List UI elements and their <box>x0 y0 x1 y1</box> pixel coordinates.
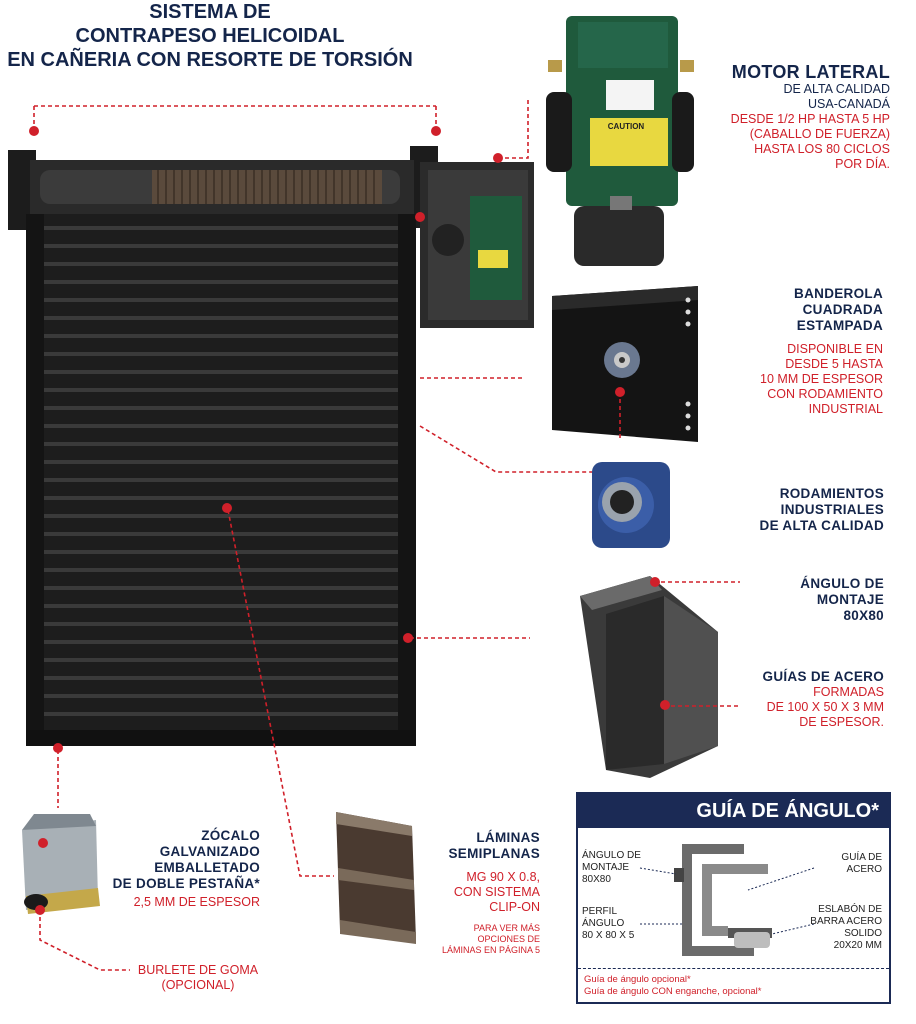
shutter-slat <box>44 406 398 410</box>
shutter-slat <box>44 226 398 230</box>
guia-angulo-panel <box>576 792 891 1004</box>
label-eslabon <box>800 904 882 952</box>
laminas-photo <box>336 812 416 944</box>
marker-dot <box>403 633 413 643</box>
label-guia-1: GUÍA DE <box>841 852 882 863</box>
motor-leader <box>498 100 528 158</box>
shutter-slat <box>44 550 398 554</box>
zocalo-line-3: EMBALLETADO <box>154 860 260 875</box>
angulo-line-2: MONTAJE <box>816 592 884 607</box>
banderola-heading-2: CUADRADA <box>802 302 883 317</box>
laminas-note-1: PARA VER MÁS <box>473 923 540 933</box>
shutter-slat <box>44 262 398 266</box>
shutter-slat <box>44 244 398 248</box>
side-motor-small <box>420 162 534 328</box>
caution-text: CAUTION <box>607 122 645 131</box>
zocalo-line-4: DE DOBLE PESTAÑA* <box>112 876 260 891</box>
shutter-slat <box>44 640 398 644</box>
guias-red-3: DE ESPESOR. <box>799 715 884 729</box>
banderola-red-3: 10 MM DE ESPESOR <box>760 372 883 386</box>
label-eslabon-2: BARRA ACERO <box>810 916 882 927</box>
shutter-slat <box>44 280 398 284</box>
motor-line-1: DE ALTA CALIDAD <box>783 82 890 96</box>
zocalo-line-1: ZÓCALO <box>201 828 260 843</box>
shutter-slat <box>44 388 398 392</box>
shutter-slat <box>44 442 398 446</box>
laminas-note-2: OPCIONES DE <box>477 934 540 944</box>
banderola-block <box>700 286 883 417</box>
rodamientos-block <box>690 486 884 534</box>
shutter-slat <box>44 658 398 662</box>
zocalo-red: 2,5 MM DE ESPESOR <box>133 895 260 909</box>
shutter-slat <box>44 712 398 716</box>
laminas-red-3: CLIP-ON <box>489 900 540 914</box>
label-perfil-1: PERFIL <box>582 906 618 917</box>
rodamientos-line-3: DE ALTA CALIDAD <box>759 518 884 533</box>
marker-dot <box>35 905 45 915</box>
laminas-heading-1: LÁMINAS <box>476 830 540 845</box>
burlete-leader <box>40 910 130 970</box>
laminas-block <box>420 830 540 956</box>
steel-guide-photo <box>580 576 718 778</box>
shutter-slat <box>44 604 398 608</box>
laminas-red-2: CON SISTEMA <box>453 885 540 899</box>
banderola-heading-3: ESTAMPADA <box>796 318 883 333</box>
marker-dot <box>493 153 503 163</box>
bearing-leader <box>420 426 592 472</box>
laminas-heading-2: SEMIPLANAS <box>448 846 540 861</box>
guias-block <box>722 668 884 730</box>
shutter-slat <box>44 424 398 428</box>
shutter-slat <box>44 298 398 302</box>
rodamientos-line-1: RODAMIENTOS <box>779 486 884 501</box>
banderola-red-1: DISPONIBLE EN <box>787 342 883 356</box>
label-perfil <box>582 906 652 942</box>
banderola-red-5: INDUSTRIAL <box>808 402 883 416</box>
shutter-slat <box>44 694 398 698</box>
laminas-note-3: LÁMINAS EN PÁGINA 5 <box>441 945 540 955</box>
marker-dot <box>38 838 48 848</box>
label-guia <box>808 852 882 876</box>
label-eslabon-3: SOLIDO <box>844 928 882 939</box>
shutter-slat <box>44 514 398 518</box>
shutter-slat <box>44 676 398 680</box>
angulo-line-3: 80X80 <box>843 608 884 623</box>
torsion-spring <box>152 170 382 204</box>
guia-angulo-title: GUÍA DE ÁNGULO* <box>578 794 889 828</box>
label-eslabon-1: ESLABÓN DE <box>818 904 882 915</box>
banderola-heading-1: BANDEROLA <box>794 286 883 301</box>
label-angulo <box>582 850 652 886</box>
label-angulo-2: MONTAJE <box>582 862 630 873</box>
banderola-red-4: CON RODAMIENTO <box>767 387 883 401</box>
zocalo-block <box>100 828 260 910</box>
guia-angulo-divider <box>578 968 889 969</box>
marker-dot <box>650 577 660 587</box>
burlete-line-2: (OPCIONAL) <box>161 978 235 992</box>
motor-heading: MOTOR LATERAL <box>731 62 890 82</box>
bearing-photo <box>592 462 670 548</box>
angulo-line-1: ÁNGULO DE <box>800 576 884 591</box>
motor-red-1: DESDE 1/2 HP HASTA 5 HP <box>730 112 890 126</box>
label-angulo-1: ÁNGULO DE <box>582 850 641 861</box>
title-line-2: CONTRAPESO HELICOIDAL <box>75 25 345 47</box>
banderola-red-2: DESDE 5 HASTA <box>785 357 883 371</box>
footnote-2: Guía de ángulo CON enganche, opcional* <box>584 986 762 997</box>
banderola-plate <box>552 286 698 442</box>
motor-red-4: POR DÍA. <box>835 157 890 171</box>
zocalo-line-2: GALVANIZADO <box>159 844 260 859</box>
shutter-slat <box>44 622 398 626</box>
label-perfil-2: ÁNGULO <box>582 918 625 929</box>
angulo-block <box>740 576 884 624</box>
shutter-door <box>8 146 438 746</box>
marker-dot <box>431 126 441 136</box>
label-perfil-3: 80 X 80 X 5 <box>582 930 635 941</box>
shutter-slat <box>44 460 398 464</box>
rodamientos-line-2: INDUSTRIALES <box>780 502 884 517</box>
guias-heading: GUÍAS DE ACERO <box>762 669 884 684</box>
shutter-slat <box>44 334 398 338</box>
title-line-3: EN CAÑERIA CON RESORTE DE TORSIÓN <box>7 49 413 71</box>
title-line-1: SISTEMA DE <box>149 1 271 23</box>
burlete-line-1: BURLETE DE GOMA <box>137 963 259 977</box>
shutter-slat <box>44 568 398 572</box>
label-guia-2: ACERO <box>846 864 882 875</box>
marker-dot <box>415 212 425 222</box>
marker-dot <box>222 503 232 513</box>
zocalo-photo <box>22 814 100 914</box>
shutter-slat <box>44 586 398 590</box>
shutter-slat <box>44 478 398 482</box>
motor-red-2: (CABALLO DE FUERZA) <box>749 127 890 141</box>
laminas-red-1: MG 90 X 0.8, <box>466 870 540 884</box>
marker-dot <box>29 126 39 136</box>
motor-line-2: USA-CANADÁ <box>808 97 890 111</box>
footnote-1: Guía de ángulo opcional* <box>584 974 691 985</box>
motor-block <box>620 62 890 172</box>
burlete-block <box>118 963 278 993</box>
label-eslabon-4: 20X20 MM <box>833 940 882 951</box>
guias-red-2: DE 100 X 50 X 3 MM <box>766 700 884 714</box>
guias-red-1: FORMADAS <box>813 685 884 699</box>
motor-red-3: HASTA LOS 80 CICLOS <box>754 142 890 156</box>
marker-dot <box>53 743 63 753</box>
guia-angulo-footnotes <box>584 974 761 998</box>
label-angulo-3: 80X80 <box>582 874 611 885</box>
shutter-slat <box>44 496 398 500</box>
shutter-slat <box>44 532 398 536</box>
shutter-slat <box>44 352 398 356</box>
marker-dot <box>660 700 670 710</box>
shutter-slat <box>44 370 398 374</box>
marker-dot <box>615 387 625 397</box>
shutter-slat <box>44 316 398 320</box>
